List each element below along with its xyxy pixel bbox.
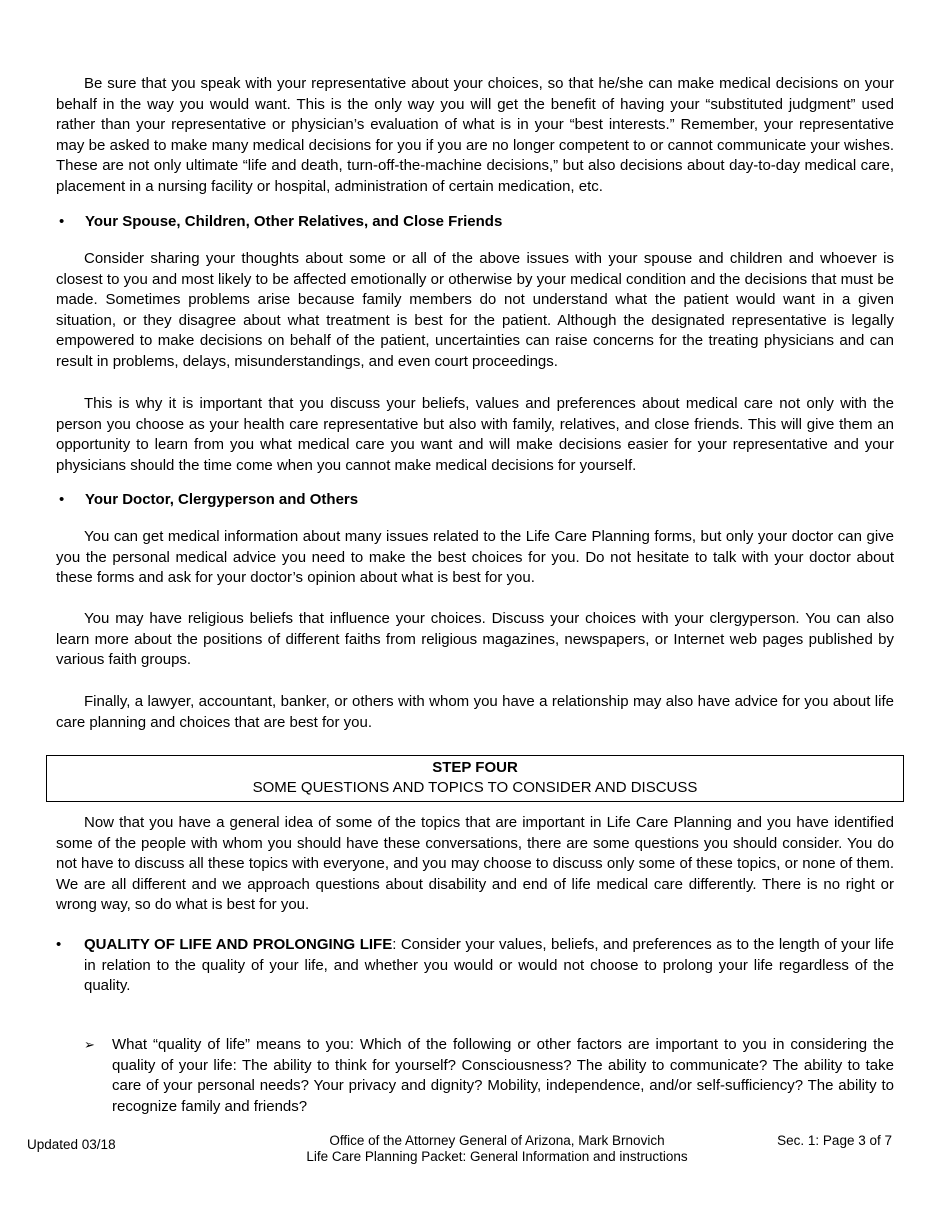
paragraph-step-four-intro: Now that you have a general idea of some of the topics that are important in Life Care Planning and you have identified some of the people with whom you should have these conversations, there are some questions you should consider. You do not have to discuss all these topics with everyone, and you may choose to discuss only some of these topics, or none of them. We are all different and we approach questions about disability and end of life medical care differently. There is no right or wrong way, so do what is best for you. [56,814,894,914]
quality-of-life-label: QUALITY OF LIFE AND PROLONGING LIFE [84,936,393,953]
step-title: STEP FOUR [432,759,518,776]
footer-packet: Life Care Planning Packet: General Information and instructions [306,1149,688,1164]
bullet-icon: • [59,213,65,230]
paragraph-representative-choices: Be sure that you speak with your representative about your choices, so that he/she can make medical decisions on your behalf in the way you would want. This is the only way you will get the benefit of having your “substituted judgment” used rather than your representative or physician’s evaluation of what is in your “best interests.” Remember, your representative may be asked to make many medical decisions for you if you are no longer competent to or cannot communicate your wishes. These are not only ultimate “life and death, turn-off-the-machine decisions,” but also decisions about day-to-day medical care, placement in a nursing facility or hospital, administration of certain medication, etc. [56,75,894,195]
bullet-icon: • [59,491,65,508]
step-four-box [46,755,904,802]
paragraph-doctor-advice: You can get medical information about many issues related to the Life Care Planning forms, but only your doctor can give you the personal medical advice you need to make the best choices for you. Do not hesitate to talk with your doctor about these forms and ask for your doctor’s opinion about what is best for you. [56,528,894,587]
quality-of-life-sub-item [84,1035,894,1117]
arrow-bullet-icon: ➢ [84,1037,95,1052]
bullet-icon: • [56,936,62,953]
footer-page-number: Sec. 1: Page 3 of 7 [777,1133,892,1148]
footer-center [250,1133,744,1165]
quality-of-life-item [56,935,894,997]
quality-of-life-text: : Consider your values, beliefs, and preferences as to the length of your life in relation to the quality of your life, and whether you would or would not choose to prolong your life regardless of the quality. [84,936,894,995]
footer-updated: Updated 03/18 [27,1137,116,1152]
heading-doctor-clergy-label: Your Doctor, Clergyperson and Others [85,491,359,508]
heading-family-friends-label: Your Spouse, Children, Other Relatives, and Close Friends [85,213,503,230]
paragraph-religious-beliefs: You may have religious beliefs that influence your choices. Discuss your choices with your clergyperson. You can also learn more about the positions of different faiths from religious magazines, newspapers, or Internet web pages published by various faith groups. [56,610,894,669]
heading-doctor-clergy [59,490,359,510]
quality-of-life-sub-text: What “quality of life” means to you: Which of the following or other factors are important to you in considering the quality of your life: The ability to think for yourself? Consciousness? The ability to communicate? The ability to take care of your personal needs? Your privacy and dignity? Mobility, independence, and/or self-sufficiency? The ability to recognize family and friends? [112,1036,894,1115]
paragraph-sharing-thoughts: Consider sharing your thoughts about some or all of the above issues with your spouse and children and whoever is closest to you and most likely to be affected emotionally or otherwise by your medical condition and the decisions that must be made. Sometimes problems arise because family members do not understand what the patient would want in a given situation, or they disagree about what treatment is best for the patient. Although the designated representative is legally empowered to make decisions on behalf of the patient, uncertainties can raise concerns for the treating physicians and can result in problems, delays, misunderstandings, and even court proceedings. [56,250,894,370]
heading-family-friends [59,212,503,232]
step-subtitle: SOME QUESTIONS AND TOPICS TO CONSIDER AND DISCUSS [252,779,698,796]
paragraph-why-important: This is why it is important that you discuss your beliefs, values and preferences about medical care not only with the person you choose as your health care representative but also with family, relatives, and close friends. This will give them an opportunity to learn from you what medical care you want and will make decisions easier for your representative and your physicians should the time come when you cannot make medical decisions for yourself. [56,395,894,474]
paragraph-lawyer-advice: Finally, a lawyer, accountant, banker, or others with whom you have a relationship may also have advice for you about life care planning and choices that are best for you. [56,693,894,731]
footer-office: Office of the Attorney General of Arizona, Mark Brnovich [329,1133,665,1148]
